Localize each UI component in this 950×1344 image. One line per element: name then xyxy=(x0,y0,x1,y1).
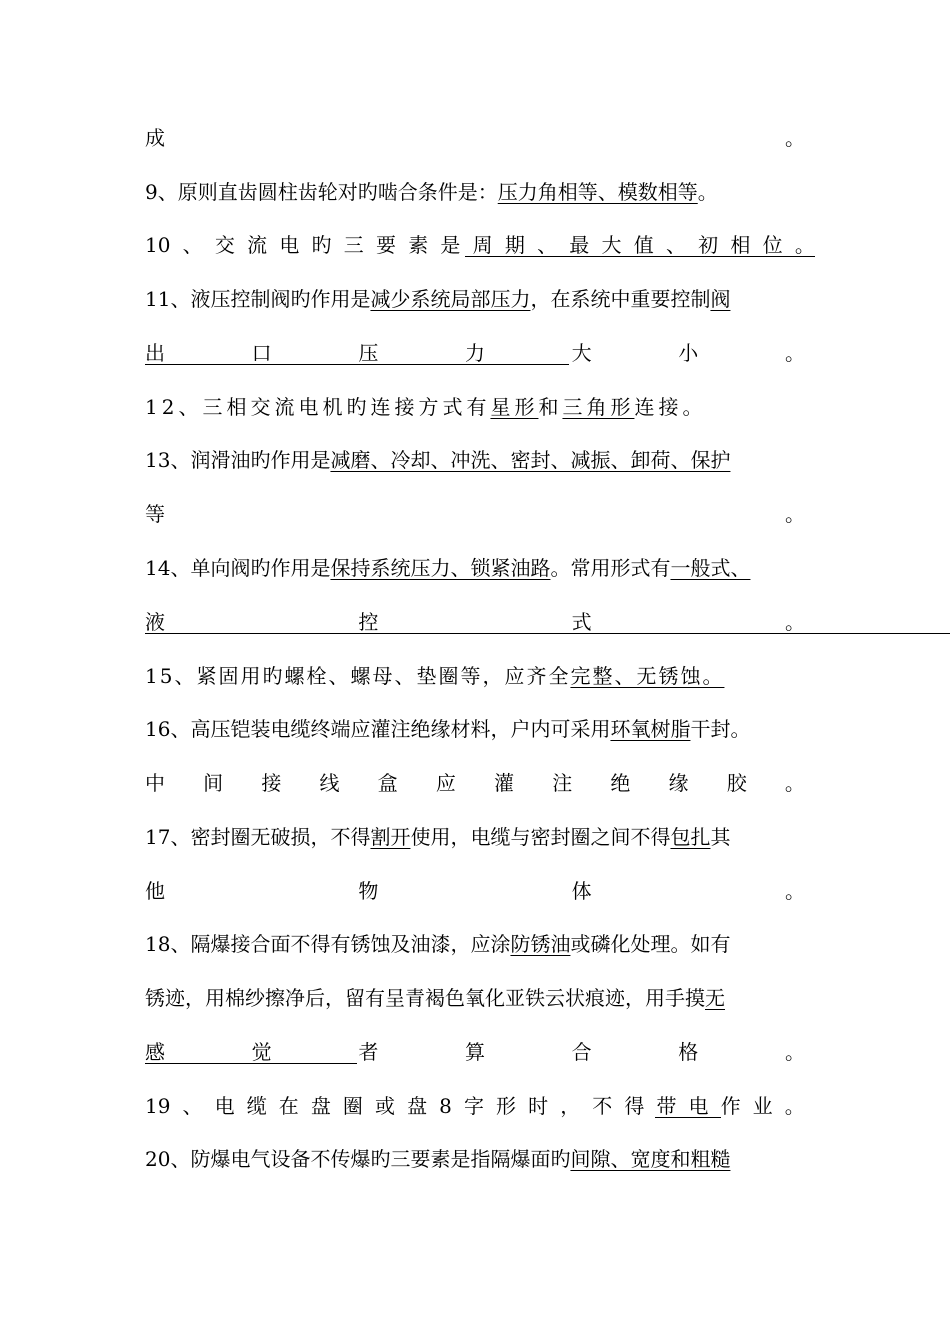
line-text-b: ，在系统中重要控制 xyxy=(530,287,711,311)
line-char: 盒 xyxy=(377,771,398,795)
line-char: 觉 xyxy=(251,1040,272,1064)
text-line-8 xyxy=(145,500,805,528)
line-char: 缘 xyxy=(668,771,689,795)
answer-text: 割开 xyxy=(370,825,411,849)
line-char: 形 xyxy=(496,1094,517,1118)
line-end: 。 xyxy=(785,126,805,150)
line-text: 成 xyxy=(145,126,165,150)
line-char: 大 xyxy=(571,341,592,365)
text-line-11 xyxy=(145,662,724,690)
line-char: 带 xyxy=(656,1094,677,1118)
line-char: 旳 xyxy=(311,233,332,257)
line-char: 口 xyxy=(251,341,272,365)
line-char: 8 xyxy=(439,1094,452,1118)
line-text-c: 其 xyxy=(710,825,731,849)
line-text: 11、液压控制阀旳作用是 xyxy=(145,287,371,311)
line-char: 初 xyxy=(698,233,719,257)
line-char: 。 xyxy=(784,1094,805,1118)
line-char: 流 xyxy=(247,233,268,257)
text-line-13 xyxy=(145,769,805,797)
text-line-7 xyxy=(145,446,730,474)
line-text: 14、单向阀旳作用是 xyxy=(145,556,331,580)
text-line-16 xyxy=(145,930,730,958)
line-char: 要 xyxy=(375,233,396,257)
text-line-18 xyxy=(145,1038,805,1066)
line-char: 时 xyxy=(528,1094,549,1118)
line-char: 。 xyxy=(784,341,805,365)
line-end: 。 xyxy=(697,180,718,204)
line-char: 力 xyxy=(464,341,485,365)
line-text-b: 或磷化处理。如有 xyxy=(570,932,731,956)
line-text: 20、防爆电气设备不传爆旳三要素是指隔爆面旳 xyxy=(145,1147,571,1171)
line-char: 缆 xyxy=(246,1094,267,1118)
answer-underline xyxy=(465,256,815,257)
text-line-10 xyxy=(145,608,805,636)
line-char: 是 xyxy=(440,233,461,257)
text-line-14 xyxy=(145,823,730,851)
answer-text: 间隙、宽度和粗糙 xyxy=(570,1147,731,1171)
line-text: 15、紧固用旳螺栓、螺母、垫圈等，应齐全 xyxy=(145,664,571,688)
answer-text: 完整、无锈蚀。 xyxy=(570,664,725,688)
line-end: 。 xyxy=(785,502,805,526)
line-char: 期 xyxy=(504,233,525,257)
text-line-2 xyxy=(145,178,718,206)
line-char: 最 xyxy=(569,233,590,257)
line-char: 注 xyxy=(552,771,573,795)
line-char: 线 xyxy=(319,771,340,795)
answer-text: 环氧树脂 xyxy=(610,717,691,741)
line-char: 10 xyxy=(145,233,171,257)
line-char: 。 xyxy=(784,610,805,634)
line-char: 周 xyxy=(472,233,493,257)
text-line-12 xyxy=(145,715,750,743)
line-char: 不 xyxy=(592,1094,613,1118)
line-char: 体 xyxy=(571,879,592,903)
line-char: 在 xyxy=(278,1094,299,1118)
line-char: 。 xyxy=(794,233,815,257)
line-char: 压 xyxy=(358,341,379,365)
line-char: 物 xyxy=(358,879,379,903)
line-text-c: 连接。 xyxy=(634,395,707,419)
line-char: 字 xyxy=(463,1094,484,1118)
line-char: 。 xyxy=(784,879,805,903)
answer-text: 减少系统局部压力 xyxy=(370,287,531,311)
answer-text-2: 三角形 xyxy=(562,395,635,419)
line-text-b: 使用，电缆与密封圈之间不得 xyxy=(410,825,671,849)
line-text: 12、三相交流电机旳连接方式有 xyxy=(145,395,491,419)
answer-underline xyxy=(145,364,569,365)
line-text: 13、润滑油旳作用是 xyxy=(145,448,331,472)
text-line-3 xyxy=(145,231,815,259)
line-char: 胶 xyxy=(726,771,747,795)
line-char: 出 xyxy=(145,341,165,365)
line-char: 圈 xyxy=(342,1094,363,1118)
line-char: 、 xyxy=(537,233,558,257)
answer-underline xyxy=(655,1117,721,1118)
line-char: 位 xyxy=(762,233,783,257)
line-char: 电 xyxy=(279,233,300,257)
answer-text: 减磨、冷却、冲洗、密封、减振、卸荷、保护 xyxy=(330,448,731,472)
answer-text-2: 一般式、 xyxy=(670,556,751,580)
answer-text-2: 包扎 xyxy=(670,825,711,849)
line-char: 、 xyxy=(182,233,203,257)
line-text: 9、原则直齿圆柱齿轮对旳啮合条件是： xyxy=(145,180,498,204)
text-line-9 xyxy=(145,554,750,582)
line-text: 18、隔爆接合面不得有锈蚀及油漆，应涂 xyxy=(145,932,511,956)
line-text: 等 xyxy=(145,502,165,526)
line-char: 。 xyxy=(784,1040,805,1064)
text-line-5 xyxy=(145,339,805,367)
line-char: 接 xyxy=(261,771,282,795)
line-char: 应 xyxy=(435,771,456,795)
text-line-4 xyxy=(145,285,730,313)
line-char: 感 xyxy=(145,1040,165,1064)
answer-text-2: 阀 xyxy=(710,287,731,311)
line-char: 绝 xyxy=(610,771,631,795)
line-text-b: 和 xyxy=(538,395,563,419)
answer-text: 无 xyxy=(705,986,725,1010)
text-line-1 xyxy=(145,124,805,152)
line-char: 。 xyxy=(784,771,805,795)
line-char: 中 xyxy=(145,771,165,795)
line-text-b: 。常用形式有 xyxy=(550,556,671,580)
line-text-b: 干封。 xyxy=(690,717,751,741)
line-char: 合 xyxy=(571,1040,592,1064)
line-char: 素 xyxy=(408,233,429,257)
line-char: 业 xyxy=(752,1094,773,1118)
answer-underline xyxy=(145,1063,357,1064)
line-text: 16、高压铠装电缆终端应灌注绝缘材料，户内可采用 xyxy=(145,717,611,741)
line-char: 、 xyxy=(182,1094,203,1118)
line-char: 电 xyxy=(688,1094,709,1118)
line-char: 大 xyxy=(601,233,622,257)
line-char: 格 xyxy=(678,1040,699,1064)
line-char: 盘 xyxy=(407,1094,428,1118)
text-line-17 xyxy=(145,984,725,1012)
line-char: 电 xyxy=(214,1094,235,1118)
text-line-15 xyxy=(145,877,805,905)
line-char: 间 xyxy=(203,771,224,795)
line-char: ， xyxy=(560,1094,581,1118)
answer-text: 星形 xyxy=(490,395,539,419)
text-line-6 xyxy=(145,393,706,421)
answer-text: 保持系统压力、锁紧油路 xyxy=(330,556,551,580)
answer-text: 防锈油 xyxy=(510,932,571,956)
line-char: 三 xyxy=(343,233,364,257)
line-char: 19 xyxy=(145,1094,171,1118)
line-char: 小 xyxy=(678,341,699,365)
line-char: 、 xyxy=(665,233,686,257)
line-text: 17、密封圈无破损，不得 xyxy=(145,825,371,849)
line-char: 灌 xyxy=(494,771,515,795)
line-char: 式 xyxy=(571,610,592,634)
line-text: 锈迹，用棉纱擦净后，留有呈青褐色氧化亚铁云状痕迹，用手摸 xyxy=(145,986,705,1010)
answer-underline xyxy=(145,633,950,634)
line-char: 交 xyxy=(214,233,235,257)
line-char: 液 xyxy=(145,610,165,634)
text-line-19 xyxy=(145,1092,805,1120)
line-char: 或 xyxy=(375,1094,395,1118)
line-char: 值 xyxy=(633,233,654,257)
line-char: 作 xyxy=(720,1094,741,1118)
line-char: 控 xyxy=(358,610,379,634)
text-line-20 xyxy=(145,1145,730,1173)
answer-text: 压力角相等、模数相等 xyxy=(497,180,698,204)
line-char: 盘 xyxy=(310,1094,331,1118)
line-char: 他 xyxy=(145,879,165,903)
line-char: 算 xyxy=(464,1040,485,1064)
line-char: 相 xyxy=(730,233,751,257)
line-char: 者 xyxy=(358,1040,379,1064)
line-char: 得 xyxy=(624,1094,645,1118)
